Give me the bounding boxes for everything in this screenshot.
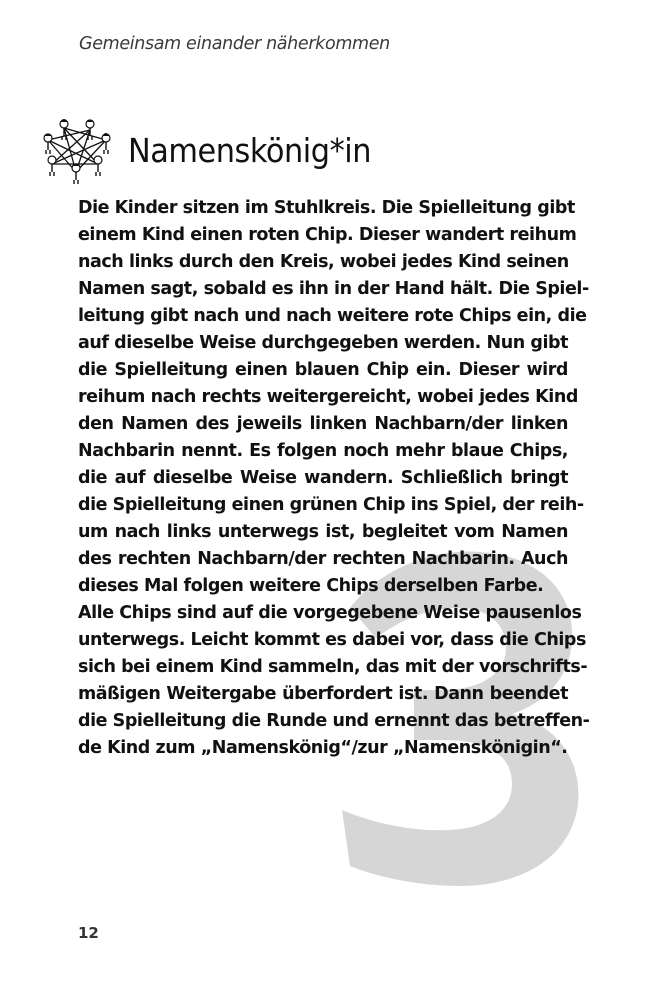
body-line: reihum nach rechts weitergereicht, wobei jedes Kind <box>78 387 578 407</box>
body-line: de Kind zum „Namenskönig“/zur „Namenskönigin“. <box>78 738 568 758</box>
section-heading <box>38 114 392 186</box>
body-line: nach links durch den Kreis, wobei jedes Kind seinen <box>78 252 569 272</box>
body-line: unterwegs. Leicht kommt es dabei vor, dass die Chips <box>78 630 586 650</box>
body-line: des rechten Nachbarn/der rechten Nachbarin. Auch <box>78 549 568 569</box>
body-line: leitung gibt nach und nach weitere rote Chips ein, die <box>78 306 587 326</box>
body-line: mäßigen Weitergabe überfordert ist. Dann beendet <box>78 684 568 704</box>
body-line: Namen sagt, sobald es ihn in der Hand hält. Die Spiel- <box>78 279 589 299</box>
body-text <box>78 195 590 762</box>
page-number: 12 <box>78 924 99 942</box>
running-head: Gemeinsam einander näherkommen <box>79 34 390 54</box>
children-circle-network-icon <box>38 114 114 186</box>
body-line: um nach links unterwegs ist, begleitet vom Namen <box>78 522 568 542</box>
body-line: die Spielleitung einen blauen Chip ein. Dieser wird <box>78 360 568 380</box>
body-line: Alle Chips sind auf die vorgegebene Weise pausenlos <box>78 603 582 623</box>
body-line: die auf dieselbe Weise wandern. Schließlich bringt <box>78 468 568 488</box>
body-line: die Spielleitung einen grünen Chip ins Spiel, der reih- <box>78 495 584 515</box>
body-line: den Namen des jeweils linken Nachbarn/der linken <box>78 414 568 434</box>
body-line: Die Kinder sitzen im Stuhlkreis. Die Spielleitung gibt <box>78 198 575 218</box>
body-line: einem Kind einen roten Chip. Dieser wandert reihum <box>78 225 577 245</box>
body-line: sich bei einem Kind sammeln, das mit der vorschrifts- <box>78 657 588 677</box>
body-line: dieses Mal folgen weitere Chips derselben Farbe. <box>78 576 544 596</box>
body-line: die Spielleitung die Runde und ernennt das betreffen- <box>78 711 590 731</box>
body-line: auf dieselbe Weise durchgegeben werden. Nun gibt <box>78 333 568 353</box>
body-line: Nachbarin nennt. Es folgen noch mehr blaue Chips, <box>78 441 568 461</box>
section-title: Namenskönig*in <box>128 130 372 170</box>
